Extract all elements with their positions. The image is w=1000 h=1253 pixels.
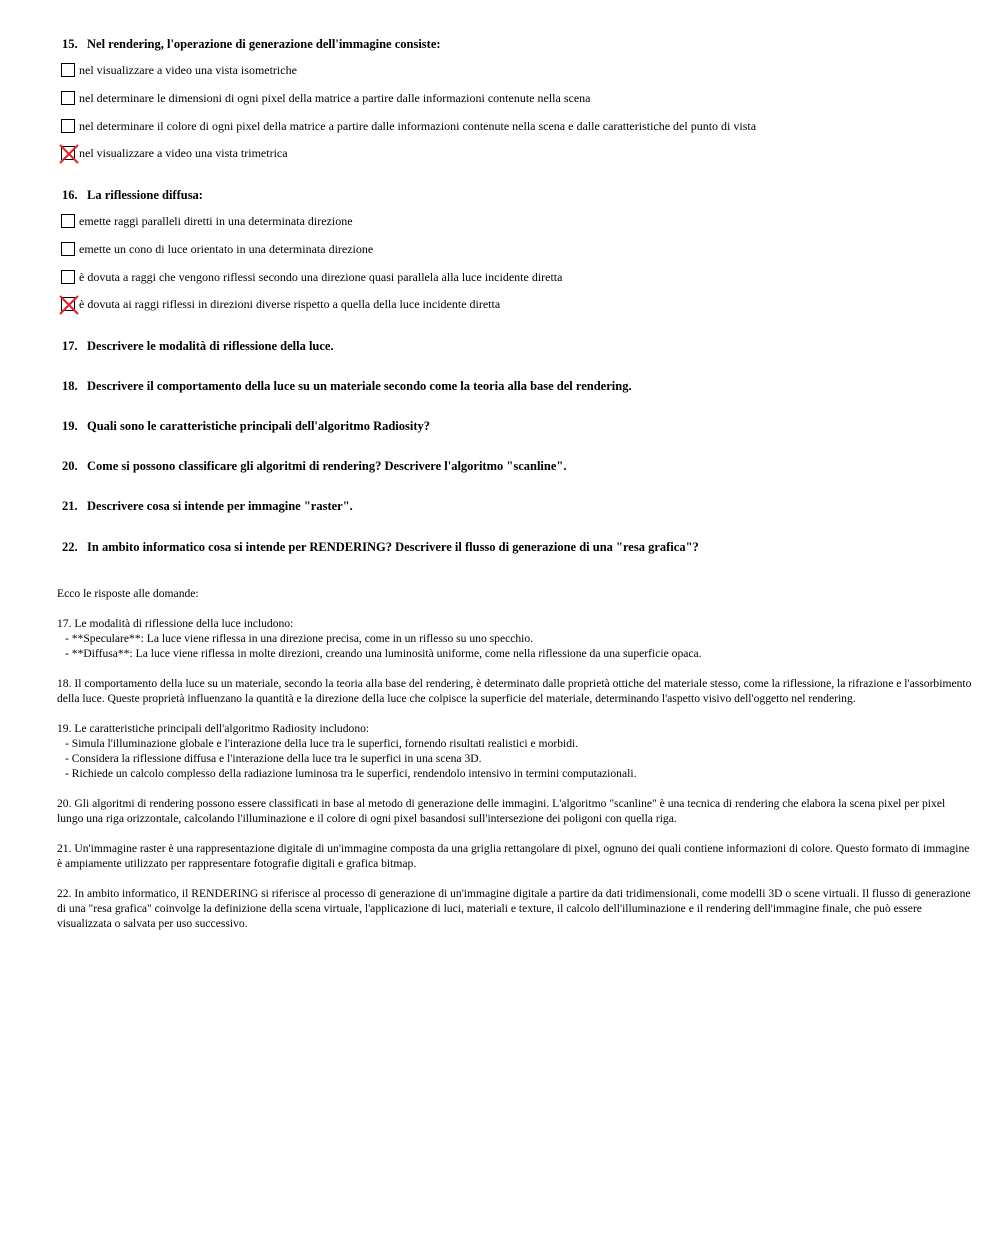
option-label: nel determinare le dimensioni di ogni pixel della matrice a partire dalle informazioni contenute nella scena bbox=[79, 90, 591, 105]
question-18-title bbox=[62, 378, 632, 394]
question-number: 17. bbox=[62, 339, 78, 353]
option-label: nel determinare il colore di ogni pixel della matrice a partire dalle informazioni contenute nella scena e dalle caratteristiche del punto di vista bbox=[79, 118, 757, 133]
answer-19 bbox=[57, 721, 972, 781]
option-label: emette raggi paralleli diretti in una determinata direzione bbox=[79, 213, 353, 228]
answer-17-item: - **Diffusa**: La luce viene riflessa in molte direzioni, creando una luminosità uniforme, come nella riflessione da una superficie opaca. bbox=[65, 647, 702, 660]
question-text: Descrivere il comportamento della luce su un materiale secondo come la teoria alla base del rendering. bbox=[87, 379, 632, 393]
q16-option-1[interactable] bbox=[61, 212, 353, 230]
question-22-title bbox=[62, 539, 699, 555]
answer-19-item: - Richiede un calcolo complesso della radiazione luminosa tra le superfici, rendendolo intensivo in termini computazionali. bbox=[65, 767, 637, 780]
q15-option-2[interactable] bbox=[61, 89, 590, 107]
answer-17-lead: 17. Le modalità di riflessione della luce includono: bbox=[57, 617, 294, 630]
question-text: La riflessione diffusa: bbox=[87, 188, 203, 202]
question-number: 16. bbox=[62, 188, 78, 202]
checkbox[interactable] bbox=[61, 214, 75, 228]
answer-22: 22. In ambito informatico, il RENDERING si riferisce al processo di generazione di un'immagine digitale a partire da dati tridimensionali, come modelli 3D o scene virtuali. Il flusso di generazione di una "resa grafica" coinvolge la definizione della scena virtuale, l'applicazione di luci, materiali e texture, il calcolo dell'illuminazione e il rendering dell'immagine finale, che può essere visualizzata o salvata per uso successivo. bbox=[57, 887, 971, 930]
question-number: 15. bbox=[62, 37, 78, 51]
checkbox[interactable] bbox=[61, 270, 75, 284]
question-20-title bbox=[62, 458, 566, 474]
question-text: Descrivere cosa si intende per immagine "raster". bbox=[87, 499, 353, 513]
answer-20: 20. Gli algoritmi di rendering possono essere classificati in base al metodo di generazione delle immagini. L'algoritmo "scanline" è una tecnica di rendering che elabora la scena pixel per pixel lungo una riga orizzontale, calcolando l'illuminazione e il colore di ogni pixel basandosi sull'intersezione dei poligoni con quella riga. bbox=[57, 797, 946, 825]
question-19-title bbox=[62, 418, 430, 434]
question-text: Nel rendering, l'operazione di generazione dell'immagine consiste: bbox=[87, 37, 441, 51]
question-number: 19. bbox=[62, 419, 78, 433]
question-16-title bbox=[62, 187, 203, 203]
answer-17-item: - **Speculare**: La luce viene riflessa in una direzione precisa, come in un riflesso su uno specchio. bbox=[65, 632, 534, 645]
checkbox[interactable] bbox=[61, 91, 75, 105]
question-text: Descrivere le modalità di riflessione della luce. bbox=[87, 339, 334, 353]
q15-option-1[interactable] bbox=[61, 61, 297, 79]
question-number: 20. bbox=[62, 459, 78, 473]
option-label: è dovuta a raggi che vengono riflessi secondo una direzione quasi parallela alla luce incidente diretta bbox=[79, 269, 563, 284]
red-x-check-icon bbox=[58, 294, 80, 316]
answer-18: 18. Il comportamento della luce su un materiale, secondo la teoria alla base del rendering, è determinato dalle proprietà ottiche del materiale stesso, come la riflessione, la rifrazione e l'assorbimento della luce. Queste proprietà influenzano la quantità e la direzione della luce che colpisce la superficie del materiale, determinando l'aspetto visivo dell'oggetto nel rendering. bbox=[57, 677, 972, 705]
checkbox[interactable] bbox=[61, 119, 75, 133]
option-label: è dovuta ai raggi riflessi in direzioni diverse rispetto a quella della luce incidente diretta bbox=[79, 296, 501, 311]
question-text: Quali sono le caratteristiche principali dell'algoritmo Radiosity? bbox=[87, 419, 431, 433]
question-15-title bbox=[62, 36, 441, 52]
answer-17 bbox=[57, 616, 972, 661]
question-number: 22. bbox=[62, 540, 78, 554]
question-text: In ambito informatico cosa si intende per RENDERING? Descrivere il flusso di generazione di una "resa grafica"? bbox=[87, 540, 699, 554]
question-text: Come si possono classificare gli algoritmi di rendering? Descrivere l'algoritmo "scanline". bbox=[87, 459, 567, 473]
answer-19-item: - Considera la riflessione diffusa e l'interazione della luce tra le superfici in una scena 3D. bbox=[65, 752, 482, 765]
answer-21: 21. Un'immagine raster è una rappresentazione digitale di un'immagine composta da una griglia rettangolare di pixel, ognuno dei quali contiene informazioni di colore. Questo formato di immagine è ampiamente utilizzato per rappresentare fotografie digitali e grafica bitmap. bbox=[57, 842, 970, 870]
checkbox[interactable] bbox=[61, 242, 75, 256]
q15-option-4[interactable] bbox=[61, 144, 288, 162]
q16-option-4[interactable] bbox=[61, 295, 500, 313]
option-label: emette un cono di luce orientato in una determinata direzione bbox=[79, 241, 374, 256]
red-x-check-icon bbox=[58, 143, 80, 165]
answer-19-lead: 19. Le caratteristiche principali dell'algoritmo Radiosity includono: bbox=[57, 722, 370, 735]
question-21-title bbox=[62, 498, 353, 514]
option-label: nel visualizzare a video una vista isometriche bbox=[79, 62, 297, 77]
answer-19-item: - Simula l'illuminazione globale e l'interazione della luce tra le superfici, fornendo risultati realistici e morbidi. bbox=[65, 737, 579, 750]
question-number: 18. bbox=[62, 379, 78, 393]
q16-option-2[interactable] bbox=[61, 240, 373, 258]
q16-option-3[interactable] bbox=[61, 268, 562, 286]
question-17-title bbox=[62, 338, 334, 354]
q15-option-3[interactable] bbox=[61, 117, 756, 135]
checkbox-checked[interactable] bbox=[61, 146, 75, 160]
option-label: nel visualizzare a video una vista trimetrica bbox=[79, 145, 288, 160]
question-number: 21. bbox=[62, 499, 78, 513]
answers-intro: Ecco le risposte alle domande: bbox=[57, 587, 199, 600]
answers-section bbox=[57, 586, 972, 946]
checkbox[interactable] bbox=[61, 63, 75, 77]
checkbox-checked[interactable] bbox=[61, 297, 75, 311]
